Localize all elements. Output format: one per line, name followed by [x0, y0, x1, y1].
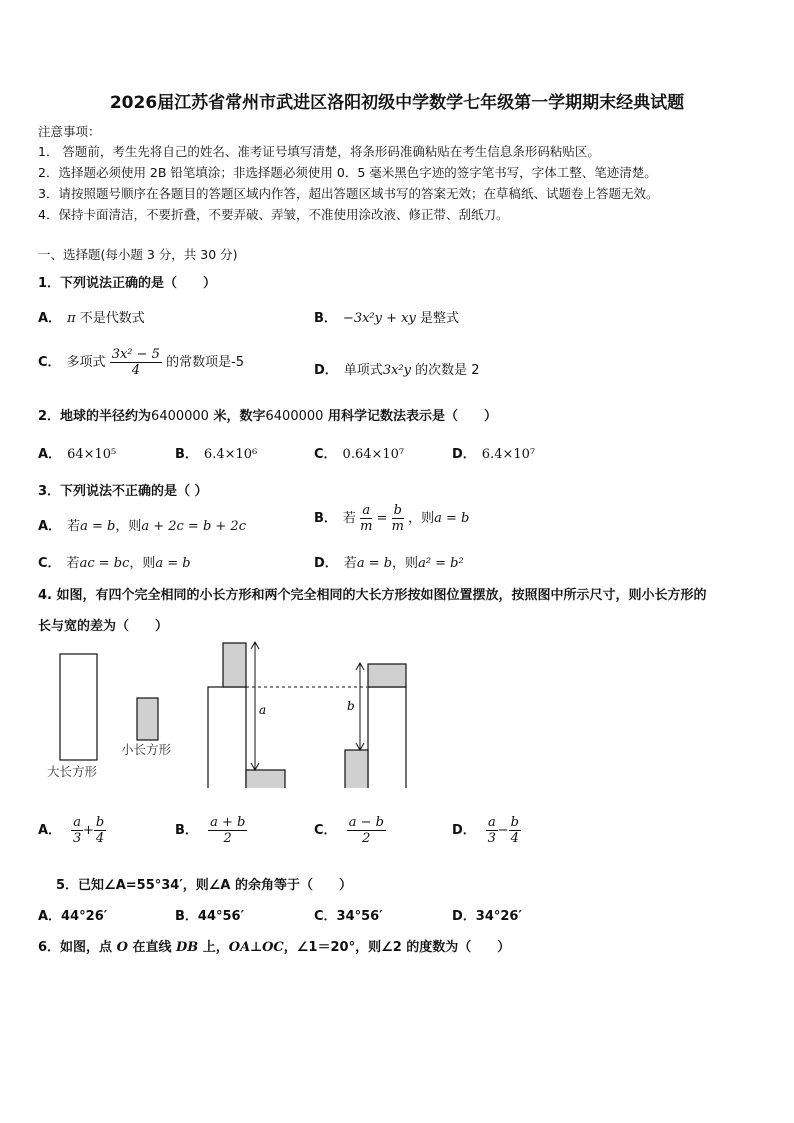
q1-option-d: D． 单项式3x²y 的次数是 2	[314, 363, 480, 378]
big-rectangle-label: 大长方形	[47, 764, 98, 779]
notice-item-3: 3．请按照题号顺序在各题目的答题区域内作答，超出答题区域书写的答案无效；在草稿纸、试题卷上答题无效。	[38, 186, 659, 201]
page-title: 2026届江苏省常州市武进区洛阳初级中学数学七年级第一学期期末经典试题	[109, 93, 685, 113]
notice-item-4: 4．保持卡面清洁，不要折叠，不要弄破、弄皱，不准使用涂改液、修正带、刮纸刀。	[38, 207, 509, 222]
right-bottom-small-rectangle	[345, 750, 368, 788]
q2-option-c: C． 0.64×10⁷	[314, 447, 405, 462]
q4-stem-line1: 4. 如图，有四个完全相同的小长方形和两个完全相同的大长方形按如图位置摆放，按照图中所示尺寸，则小长方形的	[38, 588, 707, 603]
q4-option-c: C． $\frac{a - b}{2}$	[314, 815, 384, 846]
left-top-small-rectangle	[223, 643, 246, 687]
q4-option-d: D． $\frac{a}{3}$ − $\frac{b}{4}$	[452, 815, 519, 846]
q3-stem: 3．下列说法不正确的是（ ）	[38, 484, 208, 499]
q2-option-a: A． 64×10⁵	[38, 447, 117, 462]
q1-option-c: C． 多项式 $\frac{\text{3x² − 5}}{4}$ 的常数项是-5	[38, 347, 245, 378]
q3-option-a: A． 若a = b，则a + 2c = b + 2c	[38, 519, 246, 534]
q5-option-c: C．34°56′	[314, 909, 383, 924]
q3-option-d: D． 若a = b，则a² = b²	[314, 556, 464, 571]
q1-option-b: B． −3x²y + xy 是整式	[314, 311, 459, 326]
small-rectangle-label: 小长方形	[121, 742, 172, 757]
section-heading: 一、选择题(每小题 3 分，共 30 分)	[38, 247, 238, 262]
q5-option-b: B．44°56′	[175, 909, 245, 924]
big-rectangle	[60, 654, 97, 760]
label-b: b	[347, 699, 355, 713]
small-rectangle	[137, 698, 158, 740]
q4-option-a: A． $\frac{a}{3}$ + $\frac{b}{4}$	[38, 815, 105, 846]
q3-option-b: B． 若 $\frac{a}{m}$ = $\frac{b}{m}$ ，则a = b	[314, 503, 470, 534]
label-a: a	[259, 703, 267, 717]
q2-option-b: B． 6.4×10⁶	[175, 447, 258, 462]
q4-figure	[40, 638, 420, 788]
right-top-small-rectangle	[368, 664, 406, 687]
notice-item-2: 2．选择题必须使用 2B 铅笔填涂；非选择题必须使用 0．5 毫米黑色字迹的签字笔书写，字体工整、笔迹清楚。	[38, 165, 657, 180]
q1-stem: 1．下列说法正确的是（ ）	[38, 276, 217, 291]
q4-stem-line2: 长与宽的差为（ ）	[38, 619, 169, 634]
q3-option-c: C． 若ac = bc，则a = b	[38, 556, 191, 571]
left-bottom-small-rectangle	[246, 770, 285, 788]
notice-item-1: 1． 答题前，考生先将自己的姓名、准考证号填写清楚，将条形码准确粘贴在考生信息条形码粘贴区。	[38, 144, 600, 159]
q4-option-b: B． $\frac{a + b}{2}$	[175, 815, 246, 846]
right-big-rectangle	[368, 687, 406, 788]
q1-option-a: A． π 不是代数式	[38, 311, 145, 326]
q2-stem: 2．地球的半径约为6400000 米，数字6400000 用科学记数法表示是（ ）	[38, 409, 497, 424]
notice-heading: 注意事项：	[38, 124, 101, 139]
q5-stem: 5．已知∠A=55°34′，则∠A 的余角等于（ ）	[56, 878, 353, 893]
left-big-rectangle	[208, 687, 246, 788]
q2-option-d: D． 6.4×10⁷	[452, 447, 536, 462]
q5-option-d: D．34°26′	[452, 909, 522, 924]
q5-option-a: A．44°26′	[38, 909, 108, 924]
q6-stem: 6．如图，点 O 在直线 DB 上，OA⊥OC，∠1＝20°，则∠2 的度数为（ ）	[38, 940, 511, 955]
